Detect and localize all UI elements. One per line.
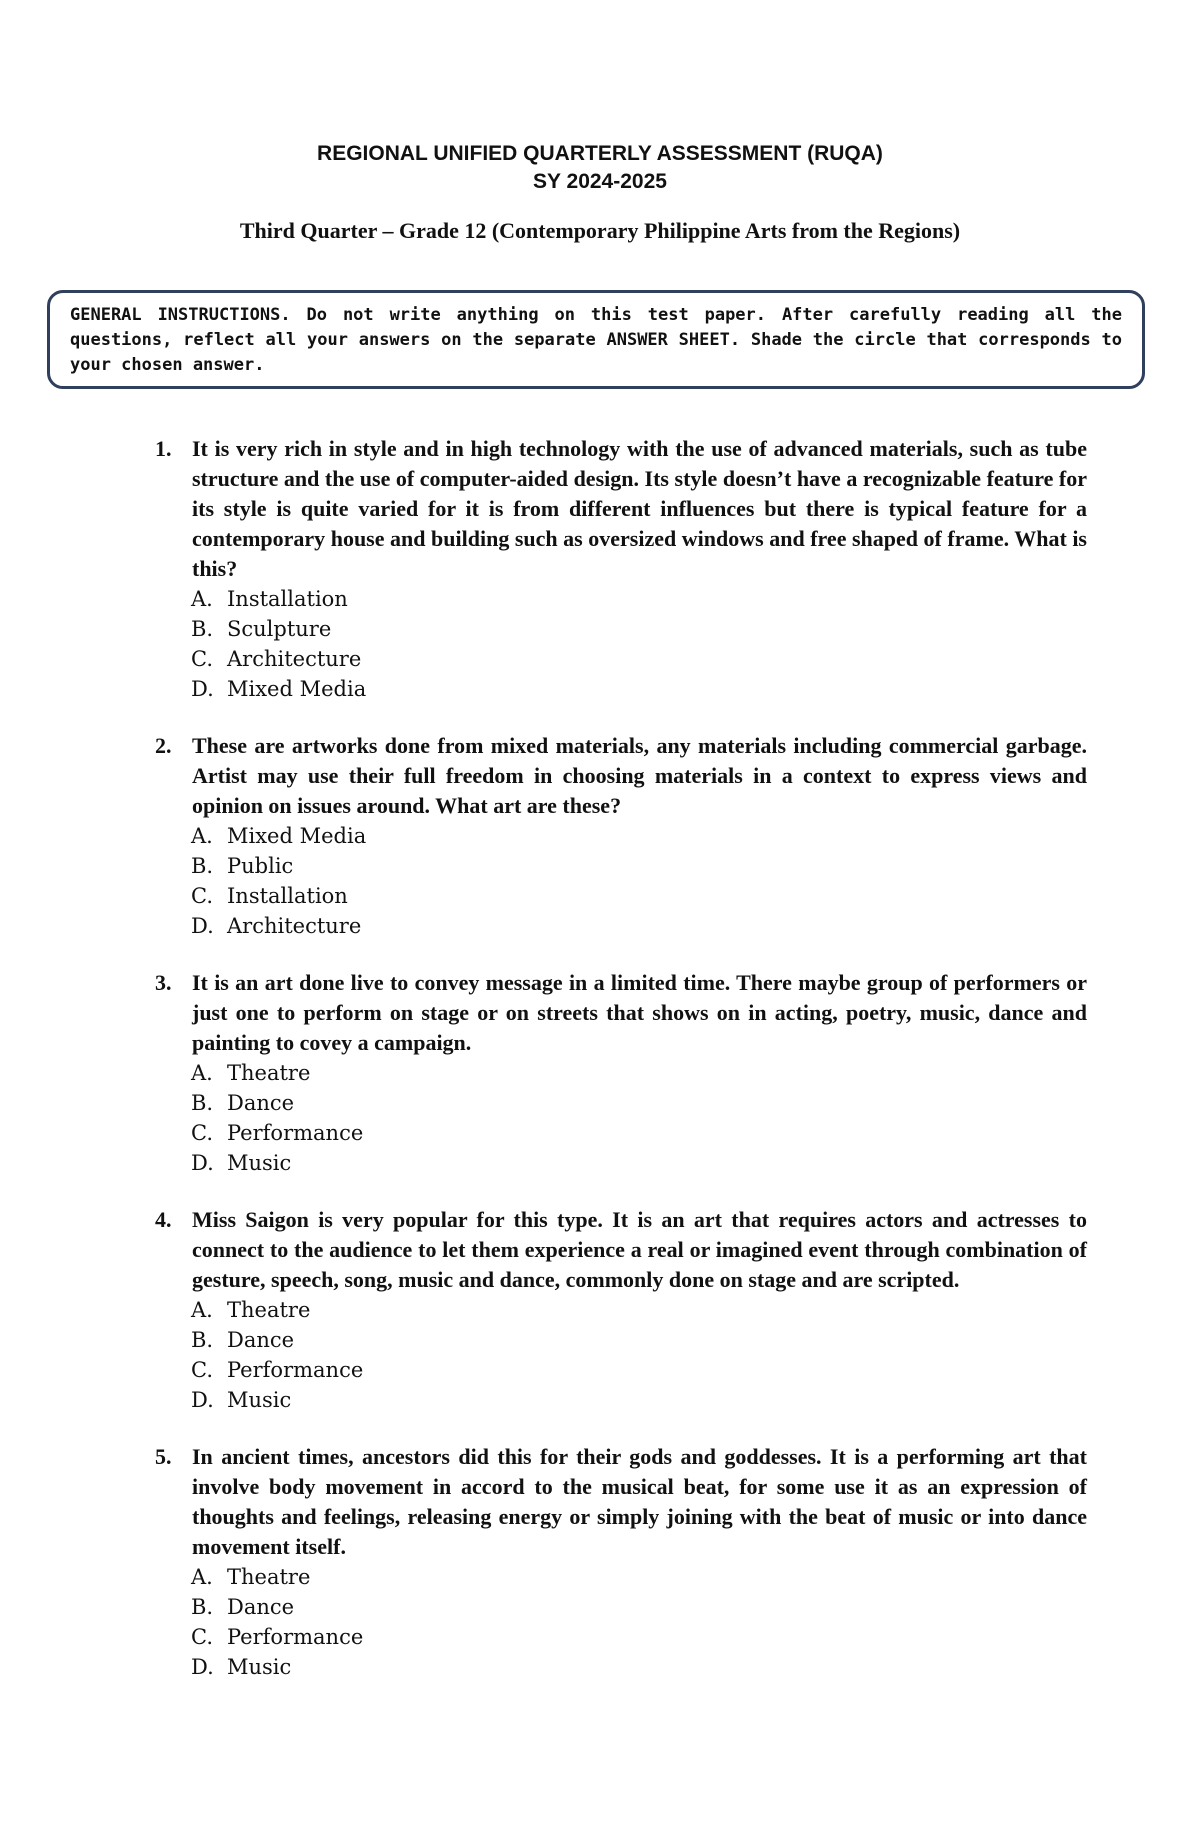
question-text: It is very rich in style and in high technology with the use of advanced materials, such as tube structure and the use of computer-aided design. Its style doesn’t have a recognizable feature for its style is quite varied for it is from different influences but there is typical feature for a contemporary house and building such as oversized windows and free shaped of frame. What is this? [192, 436, 1087, 581]
answer-options [191, 584, 1087, 704]
option-text: Architecture [227, 914, 362, 938]
option-b [191, 1325, 1087, 1355]
option-letter: C. [191, 647, 213, 671]
option-text: Performance [227, 1358, 364, 1382]
option-letter: D. [191, 914, 214, 938]
option-b [191, 1088, 1087, 1118]
option-letter: C. [191, 1625, 213, 1649]
option-b [191, 851, 1087, 881]
question-number: 2. [155, 733, 172, 758]
school-year: SY 2024-2025 [533, 170, 667, 193]
option-text: Music [227, 1151, 292, 1175]
option-a [191, 1562, 1087, 1592]
question-3 [155, 968, 1087, 1178]
option-text: Music [227, 1388, 292, 1412]
option-text: Sculpture [227, 617, 332, 641]
option-letter: D. [191, 677, 214, 701]
option-a [191, 1295, 1087, 1325]
option-letter: A. [191, 1565, 213, 1589]
option-a [191, 584, 1087, 614]
option-text: Installation [227, 884, 348, 908]
option-text: Dance [227, 1091, 295, 1115]
option-letter: A. [191, 824, 213, 848]
question-number: 4. [155, 1207, 172, 1232]
option-a [191, 821, 1087, 851]
general-instructions-box [47, 290, 1145, 389]
question-number: 3. [155, 970, 172, 995]
option-c [191, 1622, 1087, 1652]
option-c [191, 1355, 1087, 1385]
option-letter: B. [191, 617, 214, 641]
option-text: Performance [227, 1121, 364, 1145]
option-text: Mixed Media [227, 824, 367, 848]
option-letter: C. [191, 884, 213, 908]
assessment-title: REGIONAL UNIFIED QUARTERLY ASSESSMENT (RUQA) [317, 142, 883, 165]
option-text: Dance [227, 1328, 295, 1352]
question-text: These are artworks done from mixed materials, any materials including commercial garbage. Artist may use their full freedom in choosing materials in a context to express views and opinion on issues around. What art are these? [192, 733, 1087, 818]
answer-options [191, 1058, 1087, 1178]
question-2 [155, 731, 1087, 941]
option-d [191, 911, 1087, 941]
option-text: Mixed Media [227, 677, 367, 701]
option-letter: B. [191, 1091, 214, 1115]
option-letter: A. [191, 1298, 213, 1322]
option-letter: D. [191, 1151, 214, 1175]
option-text: Theatre [227, 1061, 311, 1085]
option-letter: B. [191, 854, 214, 878]
question-number: 5. [155, 1444, 172, 1469]
question-1 [155, 434, 1087, 704]
answer-options [191, 821, 1087, 941]
question-text: Miss Saigon is very popular for this type. It is an art that requires actors and actresses to connect to the audience to let them experience a real or imagined event through combination of gesture, speech, song, music and dance, commonly done on stage and are scripted. [192, 1207, 1087, 1292]
option-text: Architecture [227, 647, 362, 671]
document-header [0, 140, 1200, 246]
option-letter: C. [191, 1121, 213, 1145]
option-d [191, 674, 1087, 704]
answer-options [191, 1295, 1087, 1415]
option-letter: C. [191, 1358, 213, 1382]
answer-options [191, 1562, 1087, 1682]
question-text: It is an art done live to convey message in a limited time. There maybe group of performers or just one to perform on stage or on streets that shows on in acting, poetry, music, dance and painting to covey a campaign. [192, 970, 1087, 1055]
question-5 [155, 1442, 1087, 1682]
questions-list [155, 434, 1087, 1682]
option-c [191, 644, 1087, 674]
assessment-subtitle: Third Quarter – Grade 12 (Contemporary Philippine Arts from the Regions) [239, 218, 961, 243]
instructions-text: Do not write anything on this test paper. After carefully reading all the questions, reflect all your answers on the separate ANSWER SHEET. Shade the circle that corresponds to your chosen answer. [70, 305, 1122, 375]
question-text: In ancient times, ancestors did this for their gods and goddesses. It is a performing art that involve body movement in accord to the musical beat, for some use it as an expression of thoughts and feelings, releasing energy or simply joining with the beat of music or into dance movement itself. [192, 1444, 1087, 1559]
option-text: Installation [227, 587, 348, 611]
option-letter: A. [191, 1061, 213, 1085]
option-c [191, 881, 1087, 911]
option-d [191, 1148, 1087, 1178]
question-4 [155, 1205, 1087, 1415]
option-text: Theatre [227, 1298, 311, 1322]
option-b [191, 614, 1087, 644]
option-b [191, 1592, 1087, 1622]
option-letter: D. [191, 1655, 214, 1679]
question-number: 1. [155, 436, 172, 461]
option-text: Music [227, 1655, 292, 1679]
option-d [191, 1652, 1087, 1682]
option-d [191, 1385, 1087, 1415]
option-text: Dance [227, 1595, 295, 1619]
option-text: Performance [227, 1625, 364, 1649]
option-letter: B. [191, 1328, 214, 1352]
option-letter: B. [191, 1595, 214, 1619]
instructions-label: GENERAL INSTRUCTIONS. [70, 305, 291, 325]
option-a [191, 1058, 1087, 1088]
option-c [191, 1118, 1087, 1148]
option-text: Public [227, 854, 294, 878]
option-letter: A. [191, 587, 213, 611]
option-letter: D. [191, 1388, 214, 1412]
option-text: Theatre [227, 1565, 311, 1589]
